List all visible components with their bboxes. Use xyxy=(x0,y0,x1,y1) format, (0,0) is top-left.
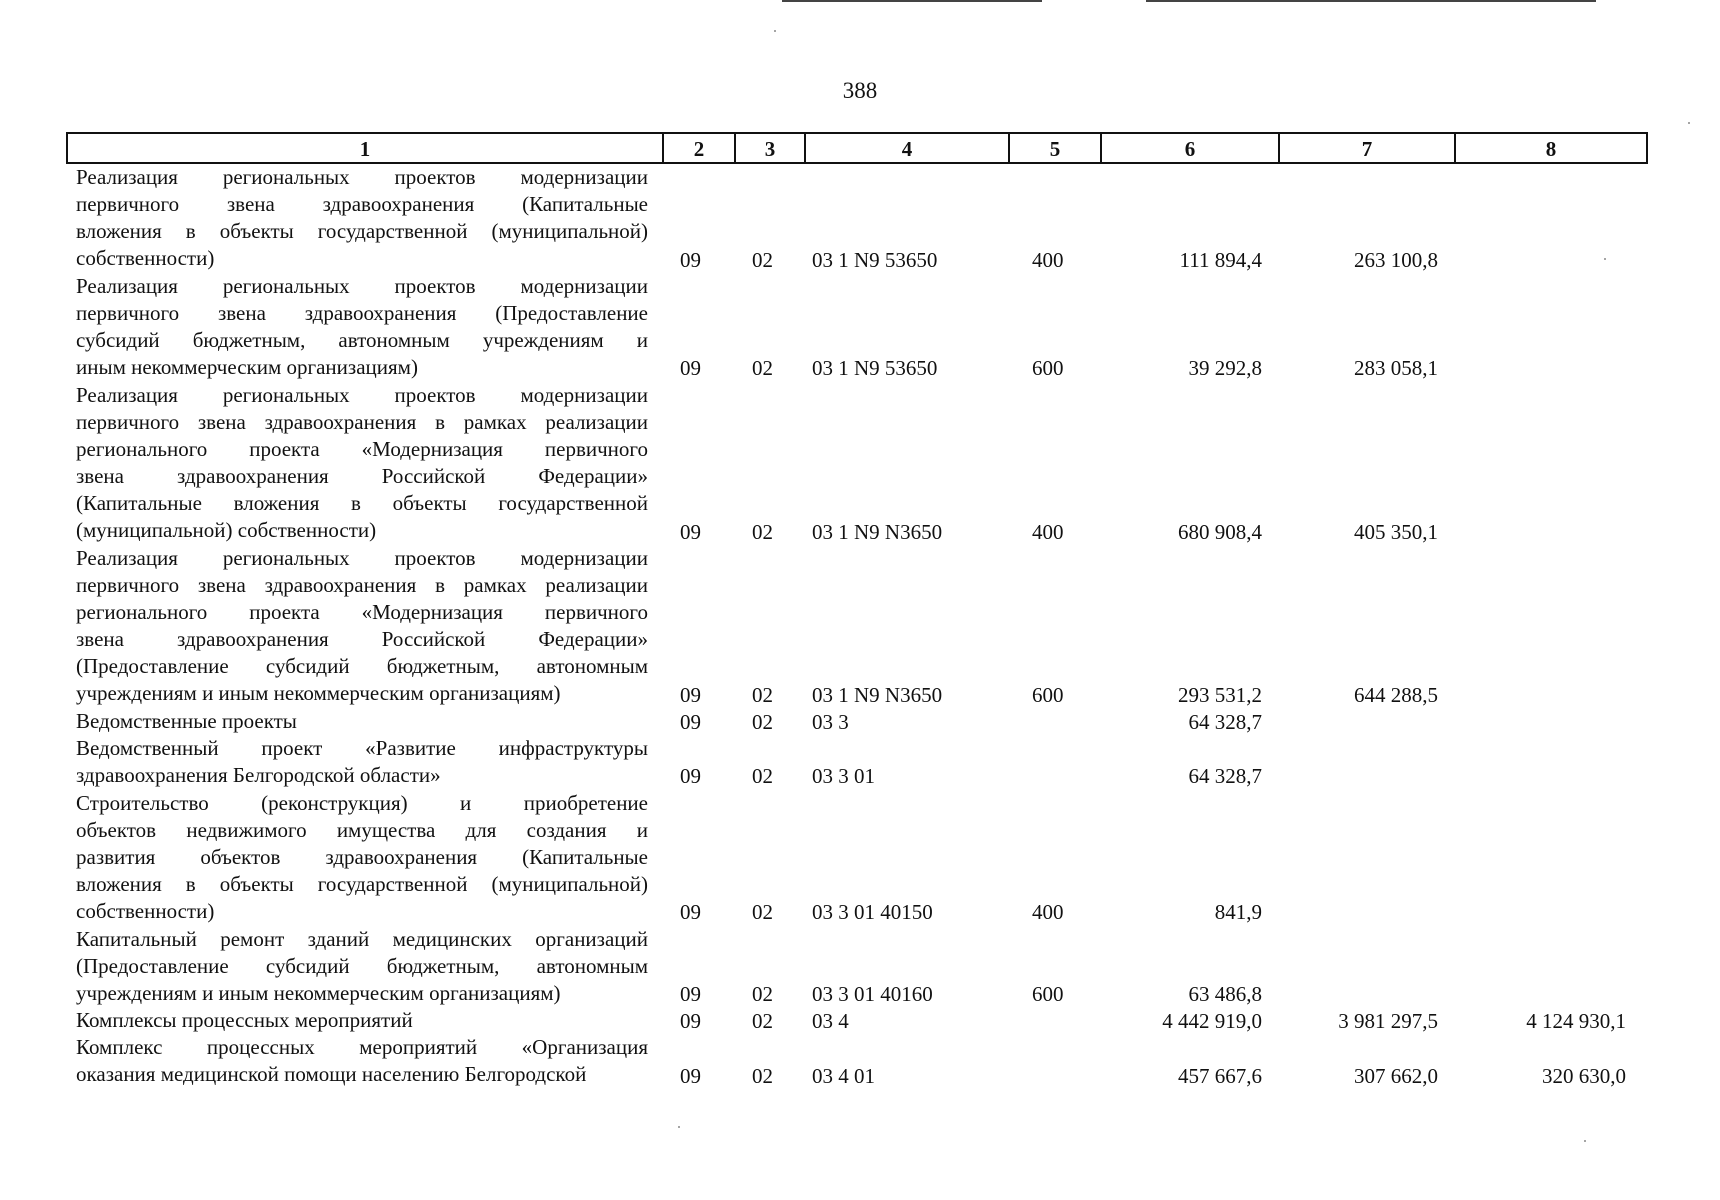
description-line: первичного звена здравоохранения в рамках реализации xyxy=(76,572,648,597)
cell-c5: 600 xyxy=(1032,356,1064,381)
description-line: звена здравоохранения Российской Федерации» xyxy=(76,463,648,488)
description-line: (Предоставление субсидий бюджетным, автономным xyxy=(76,953,648,978)
top-rule-right xyxy=(1146,0,1596,2)
description-line: собственности) xyxy=(76,898,215,923)
description-line: первичного звена здравоохранения в рамках реализации xyxy=(76,409,648,434)
cell-c5: 400 xyxy=(1032,900,1064,925)
description-line: Строительство (реконструкция) и приобретение xyxy=(76,790,648,815)
cell-c2: 09 xyxy=(680,981,701,1006)
cell-c2: 09 xyxy=(680,356,701,381)
header-col-1: 1 xyxy=(68,134,664,162)
cell-c2: 09 xyxy=(680,1009,701,1034)
description-line: Комплекс процессных мероприятий «Организация xyxy=(76,1035,648,1060)
row-description xyxy=(76,164,648,272)
cell-c6: 64 328,7 xyxy=(1188,764,1262,789)
row-description xyxy=(76,545,648,707)
header-col-7: 7 xyxy=(1280,134,1456,162)
cell-c3: 02 xyxy=(752,356,773,381)
description-line: вложения в объекты государственной (муниципальной) xyxy=(76,219,648,243)
cell-c3: 02 xyxy=(752,981,773,1006)
cell-c3: 02 xyxy=(752,764,773,789)
header-col-2: 2 xyxy=(664,134,736,162)
cell-c4: 03 1 N9 53650 xyxy=(812,247,938,272)
description-line: (муниципальной) собственности) xyxy=(76,517,377,542)
cell-c5: 600 xyxy=(1032,682,1064,707)
description-line: Реализация региональных проектов модернизации xyxy=(76,545,648,570)
cell-c4: 03 3 01 40150 xyxy=(812,900,933,925)
row-description xyxy=(76,790,648,925)
description-line: Ведомственный проект «Развитие инфраструктуры xyxy=(76,736,648,761)
cell-c6: 64 328,7 xyxy=(1188,710,1262,734)
description-line: Капитальный ремонт зданий медицинских организаций xyxy=(76,926,648,951)
header-col-8: 8 xyxy=(1545,137,1557,161)
cell-c3: 02 xyxy=(752,247,773,272)
cell-c4: 03 1 N9 N3650 xyxy=(812,682,943,707)
description-line: иным некоммерческим организациям) xyxy=(76,354,418,379)
cell-c7: 3 981 297,5 xyxy=(1338,1009,1438,1034)
header-col-4: 4 xyxy=(806,134,1010,162)
description-line: учреждениям и иным некоммерческим организациям) xyxy=(76,680,561,705)
cell-c4: 03 1 N9 53650 xyxy=(812,356,938,381)
top-rule-left xyxy=(782,0,1042,2)
cell-c2: 09 xyxy=(680,682,701,707)
cell-c6: 4 442 919,0 xyxy=(1162,1009,1262,1034)
row-description xyxy=(76,382,648,544)
cell-c7: 307 662,0 xyxy=(1354,1063,1438,1088)
cell-c4: 03 1 N9 N3650 xyxy=(812,519,943,544)
header-col-5: 5 xyxy=(1010,134,1102,162)
cell-c2: 09 xyxy=(680,247,701,272)
description-line: регионального проекта «Модернизация первичного xyxy=(76,436,648,461)
description-line: собственности) xyxy=(76,246,215,270)
table-header xyxy=(66,132,1648,164)
cell-c6: 457 667,6 xyxy=(1178,1063,1262,1088)
row-description xyxy=(76,1007,648,1034)
description-line: учреждениям и иным некоммерческим организациям) xyxy=(76,980,561,1005)
cell-c5: 400 xyxy=(1032,519,1064,544)
cell-c2: 09 xyxy=(680,900,701,925)
cell-c2: 09 xyxy=(680,1063,701,1088)
cell-c3: 02 xyxy=(752,1009,773,1034)
description-line: Реализация региональных проектов модернизации xyxy=(76,273,648,298)
cell-c3: 02 xyxy=(752,710,773,734)
description-line: вложения в объекты государственной (муниципальной) xyxy=(76,871,648,896)
cell-c5: 400 xyxy=(1032,247,1064,272)
header-col-3: 3 xyxy=(736,134,806,162)
description-line: Ведомственные проекты xyxy=(76,709,297,733)
cell-c2: 09 xyxy=(680,710,701,734)
cell-c8: 320 630,0 xyxy=(1542,1063,1626,1088)
cell-c3: 02 xyxy=(752,900,773,925)
cell-c3: 02 xyxy=(752,519,773,544)
cell-c4: 03 4 xyxy=(812,1009,849,1034)
cell-c4: 03 4 01 xyxy=(812,1063,875,1088)
description-line: здравоохранения Белгородской области» xyxy=(76,763,441,788)
cell-c6: 841,9 xyxy=(1214,900,1262,925)
description-line: развития объектов здравоохранения (Капитальные xyxy=(76,844,648,869)
description-line: Реализация региональных проектов модернизации xyxy=(76,382,648,407)
cell-c2: 09 xyxy=(680,519,701,544)
description-line: регионального проекта «Модернизация первичного xyxy=(76,599,648,624)
description-line: Реализация региональных проектов модернизации xyxy=(76,165,648,189)
scan-speck xyxy=(1688,122,1690,124)
scan-speck xyxy=(678,1126,680,1128)
description-line: (Капитальные вложения в объекты государственной xyxy=(76,490,648,515)
cell-c4: 03 3 xyxy=(812,710,849,734)
description-line: звена здравоохранения Российской Федерации» xyxy=(76,626,648,651)
cell-c7: 405 350,1 xyxy=(1354,519,1438,544)
cell-c6: 293 531,2 xyxy=(1178,682,1262,707)
description-line: первичного звена здравоохранения (Капитальные xyxy=(76,192,648,216)
description-line: (Предоставление субсидий бюджетным, автономным xyxy=(76,653,648,678)
scan-speck xyxy=(774,30,776,32)
cell-c8: 4 124 930,1 xyxy=(1526,1009,1626,1034)
page-number: 388 xyxy=(842,78,878,103)
cell-c2: 09 xyxy=(680,764,701,789)
header-col-6: 6 xyxy=(1102,134,1280,162)
description-line: Комплексы процессных мероприятий xyxy=(76,1008,413,1033)
scan-speck xyxy=(1604,258,1606,260)
cell-c5: 600 xyxy=(1032,981,1064,1006)
row-description xyxy=(76,273,648,381)
scan-speck xyxy=(1584,1140,1586,1142)
description-line: оказания медицинской помощи населению Белгородской xyxy=(76,1062,587,1087)
cell-c6: 39 292,8 xyxy=(1188,356,1262,381)
cell-c4: 03 3 01 xyxy=(812,764,875,789)
cell-c4: 03 3 01 40160 xyxy=(812,981,933,1006)
description-line: субсидий бюджетным, автономным учреждениям и xyxy=(76,327,648,352)
cell-c7: 263 100,8 xyxy=(1354,247,1438,272)
row-description xyxy=(76,1034,648,1088)
cell-c7: 283 058,1 xyxy=(1354,356,1438,381)
cell-c6: 63 486,8 xyxy=(1188,981,1262,1006)
description-line: объектов недвижимого имущества для создания и xyxy=(76,817,648,842)
cell-c6: 111 894,4 xyxy=(1179,247,1262,272)
cell-c3: 02 xyxy=(752,1063,773,1088)
cell-c7: 644 288,5 xyxy=(1354,682,1438,707)
cell-c3: 02 xyxy=(752,682,773,707)
row-description xyxy=(76,926,648,1007)
row-description xyxy=(76,735,648,789)
row-description xyxy=(76,708,648,735)
cell-c6: 680 908,4 xyxy=(1178,519,1262,544)
description-line: первичного звена здравоохранения (Предоставление xyxy=(76,300,648,325)
